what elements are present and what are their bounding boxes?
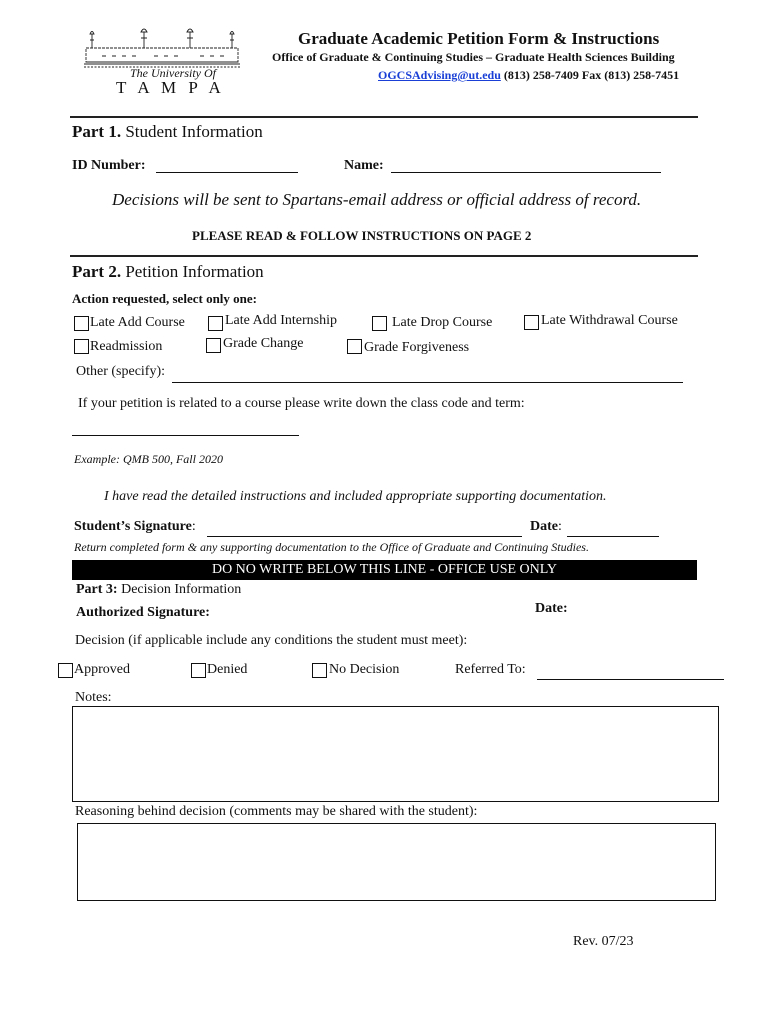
denied-label: Denied (207, 662, 248, 677)
office-use-banner (72, 560, 697, 580)
grade-change-checkbox[interactable] (206, 338, 221, 353)
referred-to-label: Referred To: (455, 662, 526, 677)
office-use-banner-text: DO NO WRITE BELOW THIS LINE - OFFICE USE ONLY (211, 562, 558, 577)
logo-script: The University Of (130, 66, 216, 80)
signature-label-colon: : (191, 519, 196, 534)
notes-label: Notes: (75, 690, 112, 705)
divider-top (70, 116, 698, 118)
part3-title: Decision Information (117, 582, 242, 597)
course-code-field[interactable] (72, 435, 299, 436)
signature-label (74, 519, 196, 535)
late-add-course-checkbox[interactable] (74, 316, 89, 331)
decision-prompt: Decision (if applicable include any conditions the student must meet): (75, 633, 468, 648)
late-drop-course-checkbox[interactable] (372, 316, 387, 331)
other-specify-label: Other (specify): (76, 364, 166, 379)
contact-line (378, 68, 679, 83)
part2-number: Part 2. (72, 262, 122, 281)
revision-label: Rev. 07/23 (573, 934, 634, 949)
return-note: Return completed form & any supporting documentation to the Office of Graduate and Continuing Studies. (74, 540, 589, 554)
other-specify-field[interactable] (172, 382, 683, 383)
name-label: Name: (344, 158, 384, 173)
id-number-field[interactable] (156, 172, 298, 173)
approved-label: Approved (74, 662, 130, 677)
part3-number: Part 3: (76, 582, 118, 597)
no-decision-checkbox[interactable] (312, 663, 327, 678)
authorized-signature-label: Authorized Signature: (76, 605, 210, 620)
readmission-checkbox[interactable] (74, 339, 89, 354)
part2-heading (72, 262, 264, 282)
university-logo (82, 26, 242, 98)
decision-notice: Decisions will be sent to Spartans-email address or official address of record. (112, 190, 642, 209)
reasoning-label: Reasoning behind decision (comments may be shared with the student): (75, 804, 478, 819)
office-date-label: Date: (535, 601, 568, 616)
office-line: Office of Graduate & Continuing Studies – Graduate Health Sciences Building (272, 50, 675, 64)
grade-forgiveness-label: Grade Forgiveness (364, 340, 470, 355)
late-withdrawal-course-checkbox[interactable] (524, 315, 539, 330)
phone-numbers: (813) 258-7409 Fax (813) 258-7451 (500, 68, 680, 82)
part1-heading (72, 122, 263, 142)
logo-name: T A M P A (116, 78, 225, 97)
referred-to-field[interactable] (537, 679, 724, 680)
late-drop-course-label: Late Drop Course (392, 315, 493, 330)
id-number-label: ID Number: (72, 158, 146, 173)
late-add-internship-checkbox[interactable] (208, 316, 223, 331)
signature-label-text: Student’s Signature (74, 519, 192, 534)
action-label: Action requested, select only one: (72, 291, 257, 306)
student-date-field[interactable] (567, 536, 659, 537)
late-add-course-label: Late Add Course (90, 315, 185, 330)
late-withdrawal-course-label: Late Withdrawal Course (541, 313, 678, 328)
approved-checkbox[interactable] (58, 663, 73, 678)
part2-title: Petition Information (125, 262, 264, 281)
grade-change-label: Grade Change (223, 336, 304, 351)
part1-title: Student Information (125, 122, 263, 141)
form-title: Graduate Academic Petition Form & Instructions (298, 29, 660, 48)
late-add-internship-label: Late Add Internship (225, 313, 337, 328)
name-field[interactable] (391, 172, 661, 173)
student-signature-field[interactable] (207, 536, 522, 537)
acknowledgement: I have read the detailed instructions and included appropriate supporting documentation. (104, 489, 607, 504)
course-prompt: If your petition is related to a course please write down the class code and term: (78, 396, 525, 411)
instructions-notice: PLEASE READ & FOLLOW INSTRUCTIONS ON PAGE 2 (192, 228, 532, 243)
readmission-label: Readmission (90, 339, 163, 354)
no-decision-label: No Decision (329, 662, 400, 677)
reasoning-box[interactable] (77, 823, 716, 901)
grade-forgiveness-checkbox[interactable] (347, 339, 362, 354)
part1-number: Part 1. (72, 122, 122, 141)
divider-mid (70, 255, 698, 257)
campus-minarets-icon (82, 26, 242, 70)
course-example: Example: QMB 500, Fall 2020 (74, 452, 223, 466)
date-label-colon: : (558, 519, 562, 534)
notes-box[interactable] (72, 706, 719, 802)
date-label (530, 519, 562, 535)
date-label-text: Date (530, 519, 558, 534)
denied-checkbox[interactable] (191, 663, 206, 678)
part3-heading (76, 582, 241, 598)
email-link[interactable]: OGCSAdvising@ut.edu (378, 68, 501, 82)
